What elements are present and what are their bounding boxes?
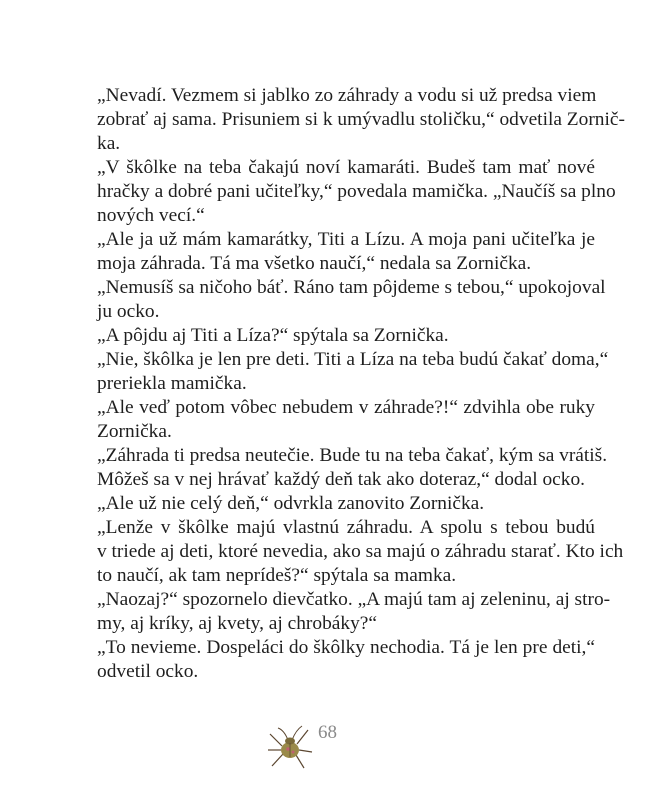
text-line: „Ale ja už mám kamarátky, Titi a Lízu. A moja pani učiteľka je — [97, 229, 595, 250]
text-line: to naučí, ak tam neprídeš?“ spýtala sa mamka. — [97, 565, 457, 586]
text-line: zobrať aj sama. Prisuniem si k umývadlu stoličku,“ odvetila Zornič- — [97, 109, 625, 130]
beetle-leg — [297, 730, 308, 744]
paragraph — [97, 156, 616, 228]
beetle-leg — [272, 754, 283, 766]
text-line: „A pôjdu aj Titi a Líza?“ spýtala sa Zornička. — [97, 325, 449, 346]
beetle-antenna — [292, 726, 302, 740]
text-line: nových vecí.“ — [97, 205, 205, 226]
paragraph — [97, 396, 595, 444]
text-line: „To nevieme. Dospeláci do škôlky nechodia. Tá je len pre deti,“ — [97, 637, 595, 658]
paragraph — [97, 348, 609, 396]
page-number: 68 — [318, 722, 337, 743]
beetle-leg — [296, 755, 304, 768]
beetle-spot — [292, 751, 295, 754]
paragraph — [97, 492, 595, 516]
text-line: „Nemusíš sa ničoho báť. Ráno tam pôjdeme s tebou,“ upokojoval — [97, 277, 606, 298]
beetle-spot — [286, 747, 290, 751]
text-line: „Záhrada ti predsa neutečie. Bude tu na teba čakať, kým sa vrátiš. — [97, 445, 608, 466]
text-line: v triede aj deti, ktoré nevedia, ako sa majú o záhradu starať. Kto ich — [97, 541, 624, 562]
paragraph — [97, 636, 595, 684]
text-line: „V škôlke na teba čakajú noví kamaráti. Budeš tam mať nové — [97, 157, 595, 178]
text-line: „Ale veď potom vôbec nebudem v záhrade?!“ zdvihla obe ruky — [97, 397, 595, 418]
beetle-antenna — [278, 728, 288, 740]
text-line: hračky a dobré pani učiteľky,“ povedala mamička. „Naučíš sa plno — [97, 181, 616, 202]
paragraph — [97, 588, 611, 636]
beetle-illustration — [268, 726, 312, 768]
paragraph — [97, 276, 606, 324]
text-line: Zornička. — [97, 421, 172, 442]
text-line: ka. — [97, 133, 121, 154]
text-line: „Naozaj?“ spozornelo dievčatko. „A majú tam aj zeleninu, aj stro- — [97, 589, 611, 610]
text-line: „Nevadí. Vezmem si jablko zo záhrady a vodu si už predsa viem — [97, 85, 597, 106]
body-text — [97, 84, 625, 684]
beetle-leg — [299, 750, 312, 752]
paragraph — [97, 228, 595, 276]
paragraph — [97, 84, 625, 156]
beetle-icon — [264, 720, 316, 772]
text-line: moja záhrada. Tá ma všetko naučí,“ nedala sa Zornička. — [97, 253, 532, 274]
paragraph — [97, 444, 608, 492]
text-line: ju ocko. — [97, 301, 160, 322]
paragraph — [97, 324, 595, 348]
paragraph — [97, 516, 624, 588]
text-line: „Nie, škôlka je len pre deti. Titi a Líza na teba budú čakať doma,“ — [97, 349, 609, 370]
text-line: my, aj kríky, aj kvety, aj chrobáky?“ — [97, 613, 377, 634]
text-line: odvetil ocko. — [97, 661, 199, 682]
text-line: „Ale už nie celý deň,“ odvrkla zanovito Zornička. — [97, 493, 485, 514]
text-line: preriekla mamička. — [97, 373, 247, 394]
text-line: Môžeš sa v nej hrávať každý deň tak ako doteraz,“ dodal ocko. — [97, 469, 586, 490]
beetle-leg — [270, 734, 282, 746]
text-line: „Lenže v škôlke majú vlastnú záhradu. A spolu s tebou budú — [97, 517, 595, 538]
